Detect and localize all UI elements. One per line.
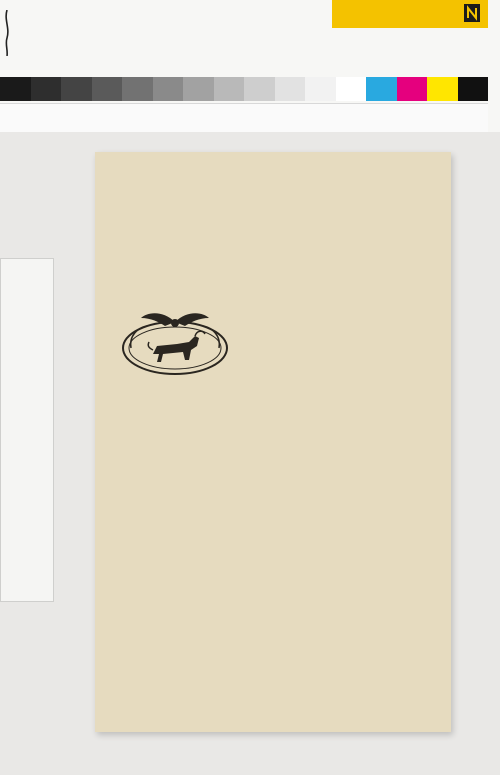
swatch	[336, 77, 367, 101]
kultur-niederoesterreich-box	[332, 0, 488, 28]
swatch	[214, 77, 245, 101]
collection-header	[0, 0, 500, 132]
swatch	[153, 77, 184, 101]
swatch	[275, 77, 306, 101]
landessammlungen-logo-icon	[4, 10, 10, 56]
swatch	[122, 77, 153, 101]
measurement-ruler	[0, 103, 488, 132]
swatch-magenta	[397, 77, 428, 101]
swatch	[92, 77, 123, 101]
swatch	[0, 77, 31, 101]
inventory-number-card	[0, 258, 54, 602]
swatch-cyan	[366, 77, 397, 101]
swatch	[31, 77, 62, 101]
swatch	[244, 77, 275, 101]
noe-badge-icon	[464, 4, 480, 22]
capricorn-emblem-icon	[117, 302, 235, 382]
swatch	[305, 77, 336, 101]
swatch-black	[458, 77, 489, 101]
calendar-leaflet	[95, 152, 451, 732]
swatch	[61, 77, 92, 101]
swatch	[183, 77, 214, 101]
swatch-yellow	[427, 77, 458, 101]
color-calibration-bar	[0, 77, 488, 101]
